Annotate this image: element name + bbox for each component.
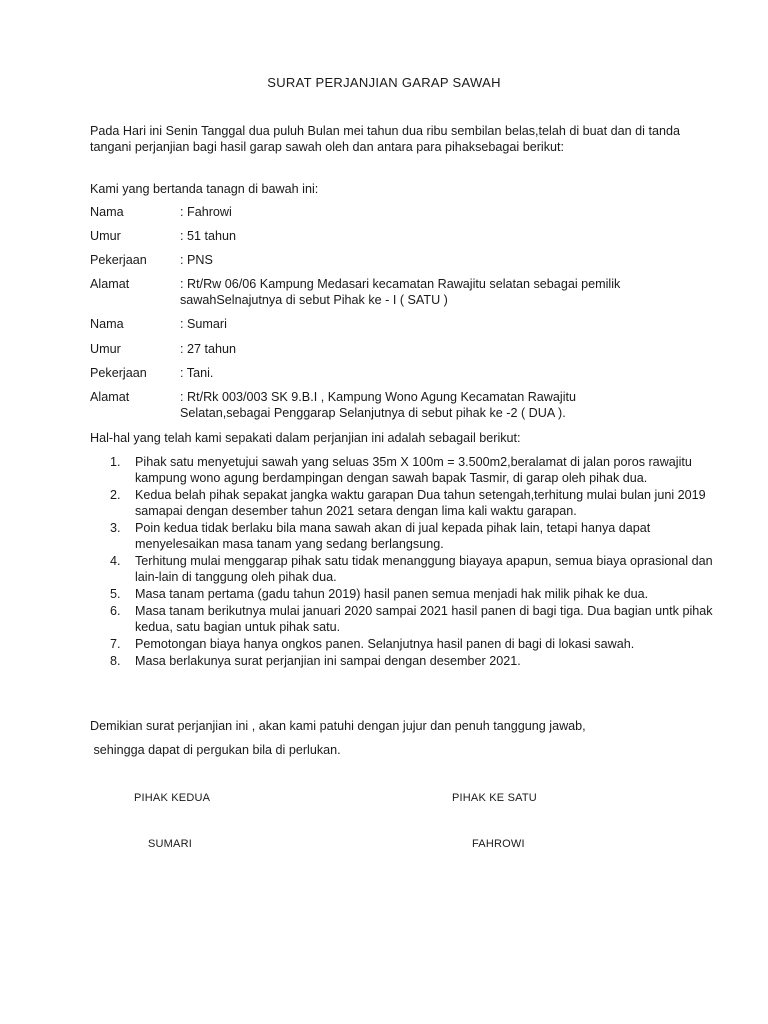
clauses-list [90,454,735,670]
clause-text: Masa tanam berikutnya mulai januari 2020 sampai 2021 hasil panen di bagi tiga. Dua bagian untk pihak kedua, satu bagian untuk pihak satu. [135,604,713,634]
clause-number: 3. [110,521,121,535]
party2-alamat-row [90,389,690,421]
party2-alamat-line2: Selatan,sebagai Penggarap Selanjutnya di sebut pihak ke -2 ( DUA ). [180,406,566,420]
party1-nama-row [90,204,690,220]
party2-umur-row [90,341,690,357]
signatory-intro: Kami yang bertanda tanagn di bawah ini: [90,182,319,196]
party1-umur-value: : 51 tahun [180,229,237,243]
party1-pekerjaan-value: : PNS [180,253,213,267]
party2-alamat-line1: : Rt/Rk 003/003 SK 9.B.I , Kampung Wono Agung Kecamatan Rawajitu [180,390,577,404]
clause-number: 6. [110,604,121,618]
party2-alamat-value [180,389,690,421]
signature-title-right: PIHAK KE SATU [452,792,537,804]
signature-name-right: FAHROWI [472,838,525,850]
party1-alamat-value [180,276,690,308]
list-item [110,520,735,552]
clause-number: 1. [110,455,121,469]
party1-umur-row [90,228,690,244]
party1-pekerjaan-row [90,252,690,268]
clause-number: 8. [110,654,121,668]
field-label: Nama [90,317,124,331]
party2-pekerjaan-value: : Tani. [180,366,214,380]
list-item [110,454,735,486]
field-label: Umur [90,342,121,356]
list-item [110,653,735,669]
clause-number: 7. [110,637,121,651]
party2-pekerjaan-row [90,365,690,381]
field-label: Umur [90,229,121,243]
field-label: Pekerjaan [90,366,147,380]
clause-text: Terhitung mulai menggarap pihak satu tidak menanggung biayaya apapun, semua biaya oprasional dan lain-lain di tanggung oleh pihak dua. [135,554,713,584]
list-item [110,586,735,602]
field-label: Nama [90,205,124,219]
clause-text: Pemotongan biaya hanya ongkos panen. Selanjutnya hasil panen di bagi di lokasi sawah. [135,637,635,651]
party2-nama-row [90,316,690,332]
list-item [110,487,735,519]
clause-number: 2. [110,488,121,502]
list-item [110,636,735,652]
clause-number: 5. [110,587,121,601]
party1-alamat-line2: sawahSelnajutnya di sebut Pihak ke - I ( SATU ) [180,293,448,307]
clause-number: 4. [110,554,121,568]
closing-line-1: Demikian surat perjanjian ini , akan kami patuhi dengan jujur dan penuh tanggung jawab, [90,719,586,733]
clause-text: Masa tanam pertama (gadu tahun 2019) hasil panen semua menjadi hak milik pihak ke dua. [135,587,649,601]
field-label: Pekerjaan [90,253,147,267]
field-label: Alamat [90,390,130,404]
signature-name-left: SUMARI [148,838,192,850]
clause-text: Kedua belah pihak sepakat jangka waktu garapan Dua tahun setengah,terhitung mulai bulan juni 2019 samapai dengan desember tahun 2021 setara dengan lima kali waktu garapan. [135,488,706,518]
party1-nama-value: : Fahrowi [180,205,232,219]
party1-alamat-line1: : Rt/Rw 06/06 Kampung Medasari kecamatan Rawajitu selatan sebagai pemilik [180,277,621,291]
list-item [110,553,735,585]
clause-text: Poin kedua tidak berlaku bila mana sawah akan di jual kepada pihak lain, tetapi hanya dapat menyelesaikan masa tanam yang sedang berlangsung. [135,521,651,551]
party2-nama-value: : Sumari [180,317,227,331]
clause-text: Pihak satu menyetujui sawah yang seluas 35m X 100m = 3.500m2,beralamat di jalan poros rawajitu kampung wono agung berdampingan dengan sawah bapak Tasmir, di garap oleh pihak dua. [135,455,692,485]
party1-alamat-row [90,276,690,308]
list-item [110,603,735,635]
field-label: Alamat [90,277,130,291]
intro-paragraph: Pada Hari ini Senin Tanggal dua puluh Bulan mei tahun dua ribu sembilan belas,telah di buat dan di tanda tangani perjanjian bagi hasil garap sawah oleh dan antara para pihaksebagai berikut: [90,124,680,154]
closing-line-2: sehingga dapat di pergukan bila di perlukan. [90,743,341,757]
clause-text: Masa berlakunya surat perjanjian ini sampai dengan desember 2021. [135,654,521,668]
signature-title-left: PIHAK KEDUA [134,792,211,804]
party2-umur-value: : 27 tahun [180,342,237,356]
document-title: SURAT PERJANJIAN GARAP SAWAH [267,75,501,90]
agreement-intro: Hal-hal yang telah kami sepakati dalam perjanjian ini adalah sebagail berikut: [90,431,521,445]
